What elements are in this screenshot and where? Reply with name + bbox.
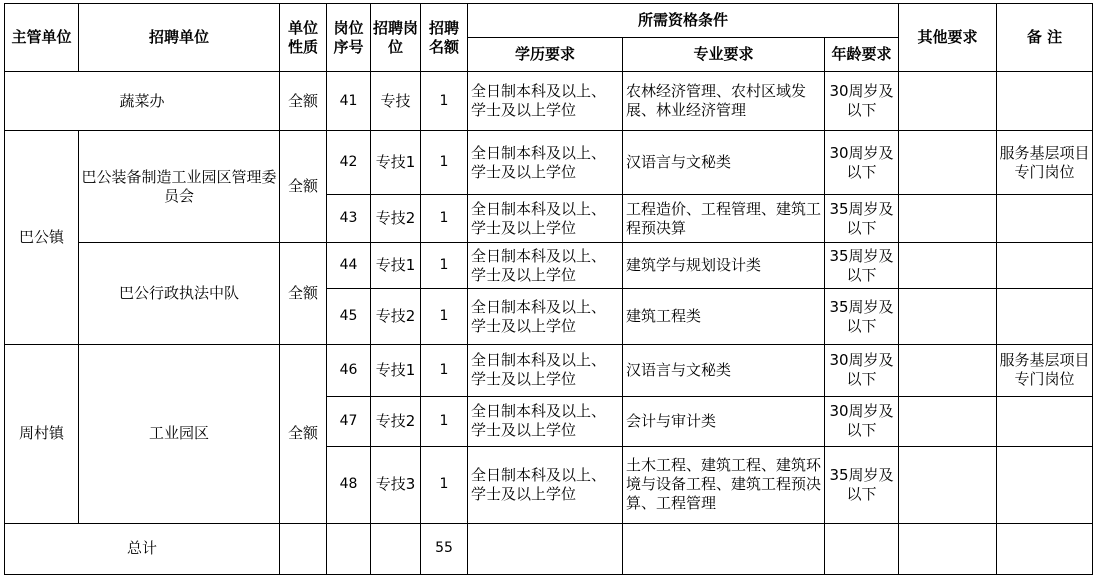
major: 会计与审计类 [623, 396, 825, 446]
major: 土木工程、建筑工程、建筑环境与设备工程、建筑工程预决算、工程管理 [623, 446, 825, 523]
recruit-unit: 蔬菜办 [5, 72, 280, 131]
post-no: 47 [327, 396, 371, 446]
post: 专技 [371, 72, 421, 131]
education: 全日制本科及以上、学士及以上学位 [468, 243, 623, 289]
quota: 1 [421, 72, 468, 131]
total-empty [623, 523, 825, 574]
recruitment-table [4, 3, 1093, 575]
post-no: 42 [327, 131, 371, 195]
other [899, 396, 997, 446]
total-empty [280, 523, 327, 574]
unit-nature: 全额 [280, 131, 327, 243]
remark [997, 195, 1093, 243]
quota: 1 [421, 396, 468, 446]
education: 全日制本科及以上、学士及以上学位 [468, 289, 623, 344]
age: 35周岁及以下 [825, 195, 899, 243]
education: 全日制本科及以上、学士及以上学位 [468, 396, 623, 446]
other [899, 446, 997, 523]
post: 专技1 [371, 243, 421, 289]
header-main-unit: 主管单位 [5, 4, 79, 72]
unit-nature: 全额 [280, 344, 327, 523]
main-unit: 巴公镇 [5, 131, 79, 344]
header-unit-nature: 单位性质 [280, 4, 327, 72]
remark [997, 446, 1093, 523]
post-no: 43 [327, 195, 371, 243]
total-empty [371, 523, 421, 574]
post-no: 48 [327, 446, 371, 523]
remark [997, 396, 1093, 446]
table-row [5, 243, 1093, 289]
quota: 1 [421, 446, 468, 523]
major: 建筑工程类 [623, 289, 825, 344]
post: 专技2 [371, 396, 421, 446]
age: 30周岁及以下 [825, 344, 899, 396]
quota: 1 [421, 289, 468, 344]
age: 30周岁及以下 [825, 396, 899, 446]
major: 建筑学与规划设计类 [623, 243, 825, 289]
recruit-unit: 工业园区 [79, 344, 280, 523]
other [899, 289, 997, 344]
header-education: 学历要求 [468, 38, 623, 72]
total-empty [327, 523, 371, 574]
remark: 服务基层项目专门岗位 [997, 131, 1093, 195]
education: 全日制本科及以上、学士及以上学位 [468, 446, 623, 523]
post-no: 45 [327, 289, 371, 344]
other [899, 344, 997, 396]
header-post: 招聘岗位 [371, 4, 421, 72]
post-no: 44 [327, 243, 371, 289]
total-quota: 55 [421, 523, 468, 574]
post-no: 41 [327, 72, 371, 131]
age: 35周岁及以下 [825, 446, 899, 523]
unit-nature: 全额 [280, 72, 327, 131]
recruit-unit: 巴公装备制造工业园区管理委员会 [79, 131, 280, 243]
remark [997, 289, 1093, 344]
post: 专技1 [371, 131, 421, 195]
quota: 1 [421, 344, 468, 396]
total-row [5, 523, 1093, 574]
total-label: 总计 [5, 523, 280, 574]
post-no: 46 [327, 344, 371, 396]
remark: 服务基层项目专门岗位 [997, 344, 1093, 396]
header-qualifications: 所需资格条件 [468, 4, 899, 38]
age: 30周岁及以下 [825, 131, 899, 195]
age: 35周岁及以下 [825, 243, 899, 289]
post: 专技2 [371, 289, 421, 344]
major: 工程造价、工程管理、建筑工程预决算 [623, 195, 825, 243]
table-row [5, 131, 1093, 195]
total-empty [468, 523, 623, 574]
header-age: 年龄要求 [825, 38, 899, 72]
other [899, 131, 997, 195]
major: 汉语言与文秘类 [623, 131, 825, 195]
header-recruit-unit: 招聘单位 [79, 4, 280, 72]
other [899, 195, 997, 243]
post: 专技1 [371, 344, 421, 396]
other [899, 243, 997, 289]
total-empty [899, 523, 997, 574]
education: 全日制本科及以上、学士及以上学位 [468, 195, 623, 243]
header-quota: 招聘名额 [421, 4, 468, 72]
other [899, 72, 997, 131]
quota: 1 [421, 243, 468, 289]
quota: 1 [421, 131, 468, 195]
age: 35周岁及以下 [825, 289, 899, 344]
post: 专技2 [371, 195, 421, 243]
header-major: 专业要求 [623, 38, 825, 72]
quota: 1 [421, 195, 468, 243]
education: 全日制本科及以上、学士及以上学位 [468, 344, 623, 396]
main-unit: 周村镇 [5, 344, 79, 523]
recruit-unit: 巴公行政执法中队 [79, 243, 280, 344]
header-other: 其他要求 [899, 4, 997, 72]
total-empty [825, 523, 899, 574]
header-remarks: 备 注 [997, 4, 1093, 72]
total-empty [997, 523, 1093, 574]
remark [997, 243, 1093, 289]
age: 30周岁及以下 [825, 72, 899, 131]
major: 汉语言与文秘类 [623, 344, 825, 396]
table-row [5, 72, 1093, 131]
post: 专技3 [371, 446, 421, 523]
education: 全日制本科及以上、学士及以上学位 [468, 72, 623, 131]
header-post-no: 岗位序号 [327, 4, 371, 72]
table-row [5, 344, 1093, 396]
remark [997, 72, 1093, 131]
unit-nature: 全额 [280, 243, 327, 344]
major: 农林经济管理、农村区域发展、林业经济管理 [623, 72, 825, 131]
education: 全日制本科及以上、学士及以上学位 [468, 131, 623, 195]
